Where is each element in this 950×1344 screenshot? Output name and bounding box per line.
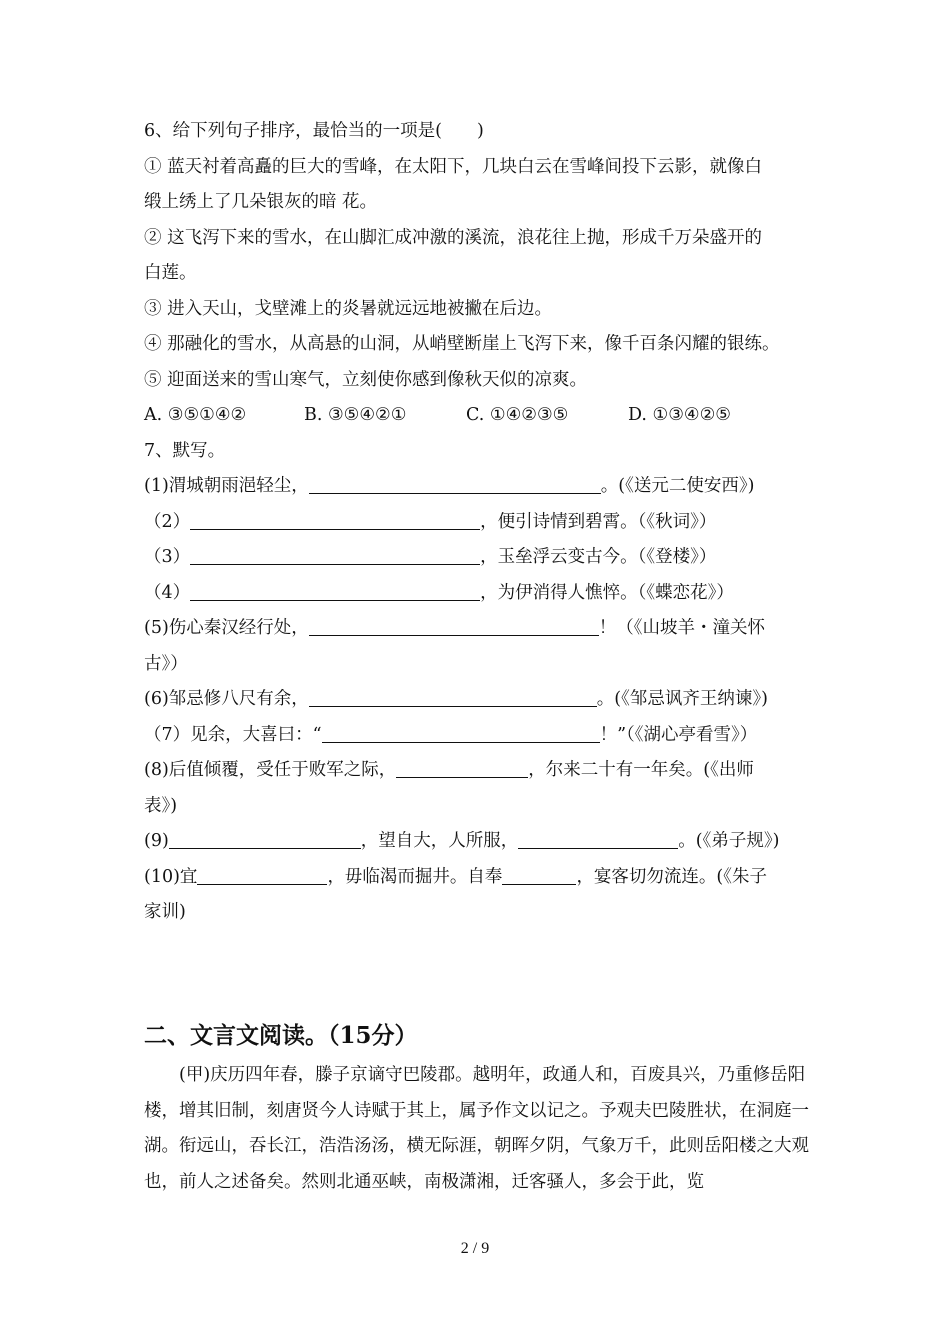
answer-blank — [309, 475, 601, 494]
answer-blank — [190, 511, 480, 530]
item-text: 。(《弟子规》) — [678, 831, 780, 851]
passage-text: (甲)庆历四年春，滕子京谪守巴陵郡。越明年，政通人和，百废具兴，乃重修岳阳楼，增其旧制，刻唐贤今人诗赋于其上，属予作文以记之。予观夫巴陵胜状，在洞庭一湖。衔远山，吞长江，浩浩汤汤，横无际涯，朝晖夕阴，气象万千，此则岳阳楼之大观也，前人之述备矣。然则北通巫峡，南极潇湘，迁客骚人，多会于此，览 — [144, 1065, 809, 1192]
answer-blank — [396, 759, 528, 778]
answer-blank — [309, 688, 597, 707]
item-text: ，宴客切勿流连。(《朱子 — [576, 866, 768, 887]
answer-blank — [502, 866, 576, 885]
item-text: （4） — [144, 582, 191, 603]
answer-blank — [190, 582, 480, 601]
q7-item-8 — [144, 753, 814, 789]
q7-item-6 — [144, 682, 814, 718]
q6-sentence-2a: ② 这飞泻下来的雪水，在山脚汇成冲激的溪流，浪花往上抛，形成千万朵盛开的 — [144, 227, 763, 248]
q6-sentence-4: ④ 那融化的雪水，从高悬的山洞，从峭壁断崖上飞泻下来，像千百条闪耀的银练。 — [144, 334, 780, 354]
q6-sentence-5: ⑤ 迎面送来的雪山寒气，立刻使你感到像秋天似的凉爽。 — [144, 369, 588, 390]
item-text: 。(《邹忌讽齐王纳谏》) — [596, 689, 768, 709]
item-text: (8)后值倾覆，受任于败军之际， — [144, 760, 397, 780]
question-block — [144, 114, 814, 931]
q6-title: 6、给下列句子排序，最恰当的一项是( ) — [144, 121, 484, 141]
item-text: (10)宜 — [144, 866, 198, 887]
q7-item-8-cont: 表》) — [144, 795, 178, 816]
item-text: ，便引诗情到碧霄。（《秋词》） — [480, 511, 717, 532]
q6-sentence-1b: 缎上绣上了几朵银灰的暗 花。 — [144, 192, 378, 212]
answer-blank — [518, 830, 678, 849]
answer-blank — [169, 830, 361, 849]
reading-passage — [144, 1058, 816, 1200]
q7-item-10-cont: 家训) — [144, 902, 186, 922]
item-text: （3） — [144, 547, 191, 567]
item-text: (9) — [144, 831, 169, 851]
item-text: ，望自大，人所服， — [360, 831, 519, 851]
item-text: ！”（《湖心亭看雪》） — [599, 724, 758, 745]
item-text: ！（《山坡羊・潼关怀 — [598, 618, 766, 638]
option-b: B. ③⑤④②① — [304, 405, 407, 425]
q7-item-7 — [144, 718, 814, 754]
q7-item-2 — [144, 505, 814, 541]
q7-item-10 — [144, 860, 814, 896]
item-text: ，为伊消得人憔悴。（《蝶恋花》） — [480, 582, 734, 603]
item-text: (5)伤心秦汉经行处， — [144, 618, 309, 638]
answer-blank — [309, 617, 599, 636]
item-text: （7）见余，大喜曰：“ — [144, 724, 322, 745]
item-text: 。(《送元二使安西》) — [600, 476, 755, 496]
option-c: C. ①④②③⑤ — [466, 405, 569, 425]
page-number: 2 / 9 — [460, 1240, 490, 1257]
answer-blank — [197, 866, 327, 885]
q7-item-9 — [144, 824, 814, 860]
item-text: ，玉垒浮云变古今。（《登楼》） — [480, 547, 717, 567]
item-text: (1)渭城朝雨浥轻尘， — [144, 476, 309, 496]
q7-item-3 — [144, 540, 814, 576]
answer-blank — [322, 724, 600, 743]
answer-blank — [190, 546, 480, 565]
q7-item-1 — [144, 469, 814, 505]
q6-sentence-1a: ① 蓝天衬着高矗的巨大的雪峰，在太阳下，几块白云在雪峰间投下云影，就像白 — [144, 156, 763, 177]
item-text: (6)邹忌修八尺有余， — [144, 689, 309, 709]
q6-sentence-2b: 白莲。 — [144, 263, 197, 283]
option-d: D. ①③④②⑤ — [628, 405, 731, 425]
q7-item-5 — [144, 611, 814, 647]
q6-sentence-3: ③ 进入天山，戈壁滩上的炎暑就远远地被撇在后边。 — [144, 298, 553, 319]
q7-item-4 — [144, 576, 814, 612]
item-text: （2） — [144, 511, 191, 532]
item-text: ，毋临渴而掘井。自奉 — [327, 866, 503, 887]
q6-options — [144, 398, 814, 434]
q7-title: 7、默写。 — [144, 440, 226, 461]
option-a: A. ③⑤①④② — [144, 405, 247, 425]
q7-item-5-cont: 古》） — [144, 653, 188, 674]
section-title: 二、文言文阅读。（15分） — [144, 1022, 418, 1049]
item-text: ，尔来二十有一年矣。(《出师 — [528, 760, 754, 780]
